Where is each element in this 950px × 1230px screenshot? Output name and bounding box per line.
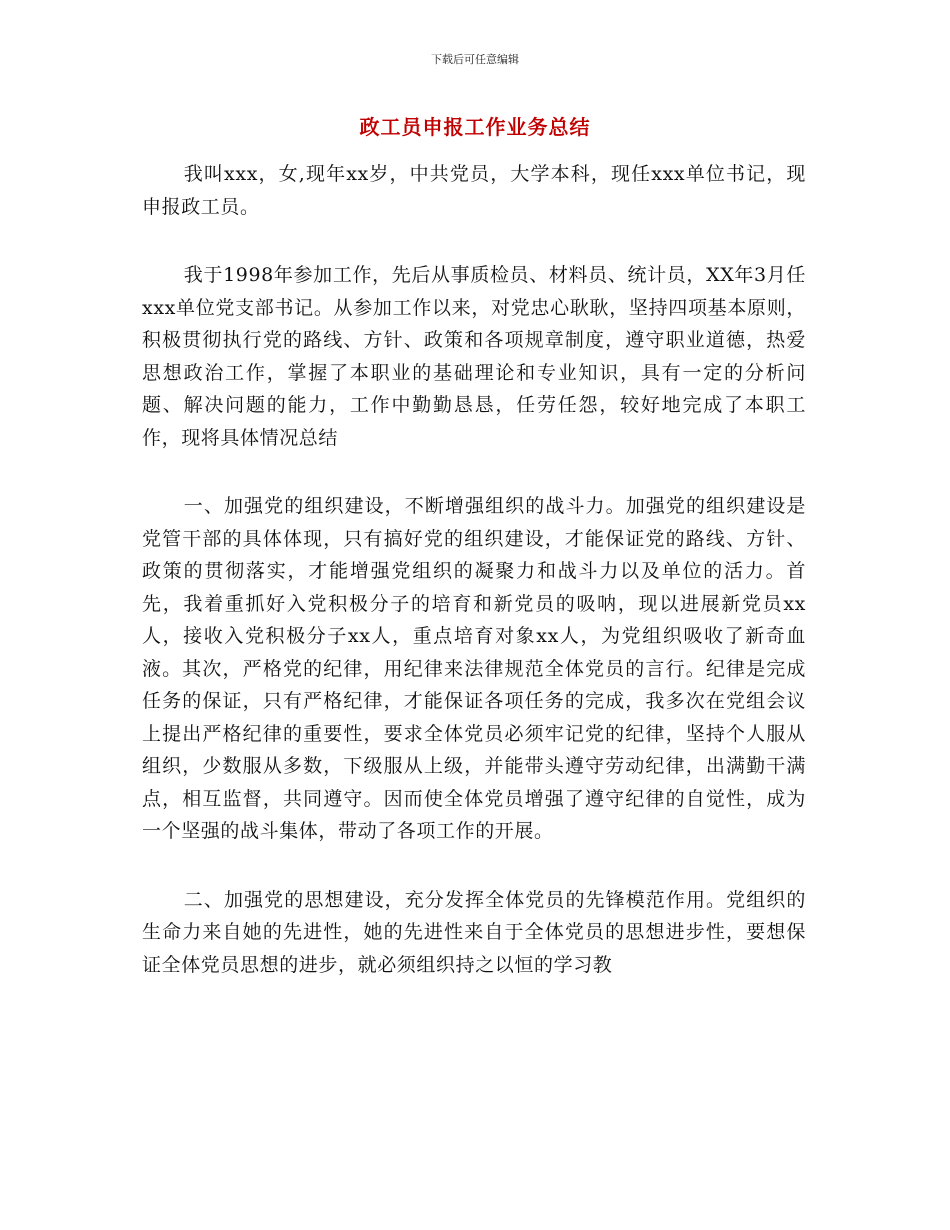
document-body xyxy=(142,158,806,1017)
paragraph-background: 我于1998年参加工作，先后从事质检员、材料员、统计员，XX年3月任xxx单位党支部书记。从参加工作以来，对党忠心耿耿，坚持四项基本原则，积极贯彻执行党的路线、方针、政策和各项规章制度，遵守职业道德，热爱思想政治工作，掌握了本职业的基础理论和专业知识，具有一定的分析问题、解决问题的能力，工作中勤勤恳恳，任劳任怨，较好地完成了本职工作，现将具体情况总结 xyxy=(142,264,806,449)
paragraph-section-one: 一、加强党的组织建设，不断增强组织的战斗力。加强党的组织建设是党管干部的具体体现，只有搞好党的组织建设，才能保证党的路线、方针、政策的贯彻落实，才能增强党组织的凝聚力和战斗力以及单位的活力。首先，我着重抓好入党积极分子的培育和新党员的吸呐，现以进展新党员xx人，接收入党积极分子xx人，重点培育对象xx人，为党组织吸收了新奇血液。其次，严格党的纪律，用纪律来法律规范全体党员的言行。纪律是完成任务的保证，只有严格纪律，才能保证各项任务的完成，我多次在党组会议上提出严格纪律的重要性，要求全体党员必须牢记党的纪律，坚持个人服从组织，少数服从多数，下级服从上级，并能带头遵守劳动纪律，出满勤干满点，相互监督，共同遵守。因而使全体党员增强了遵守纪律的自觉性，成为一个坚强的战斗集体，带动了各项工作的开展。 xyxy=(142,495,806,842)
paragraph-section-two: 二、加强党的思想建设，充分发挥全体党员的先锋模范作用。党组织的生命力来自她的先进性，她的先进性来自于全体党员的思想进步性，要想保证全体党员思想的进步，就必须组织持之以恒的学习教 xyxy=(142,888,806,976)
header-note: 下载后可任意编辑 xyxy=(431,53,519,66)
paragraph-intro: 我叫xxx，女,现年xx岁，中共党员，大学本科，现任xxx单位书记，现申报政工员。 xyxy=(142,163,806,218)
document-title: 政工员申报工作业务总结 xyxy=(359,115,591,139)
